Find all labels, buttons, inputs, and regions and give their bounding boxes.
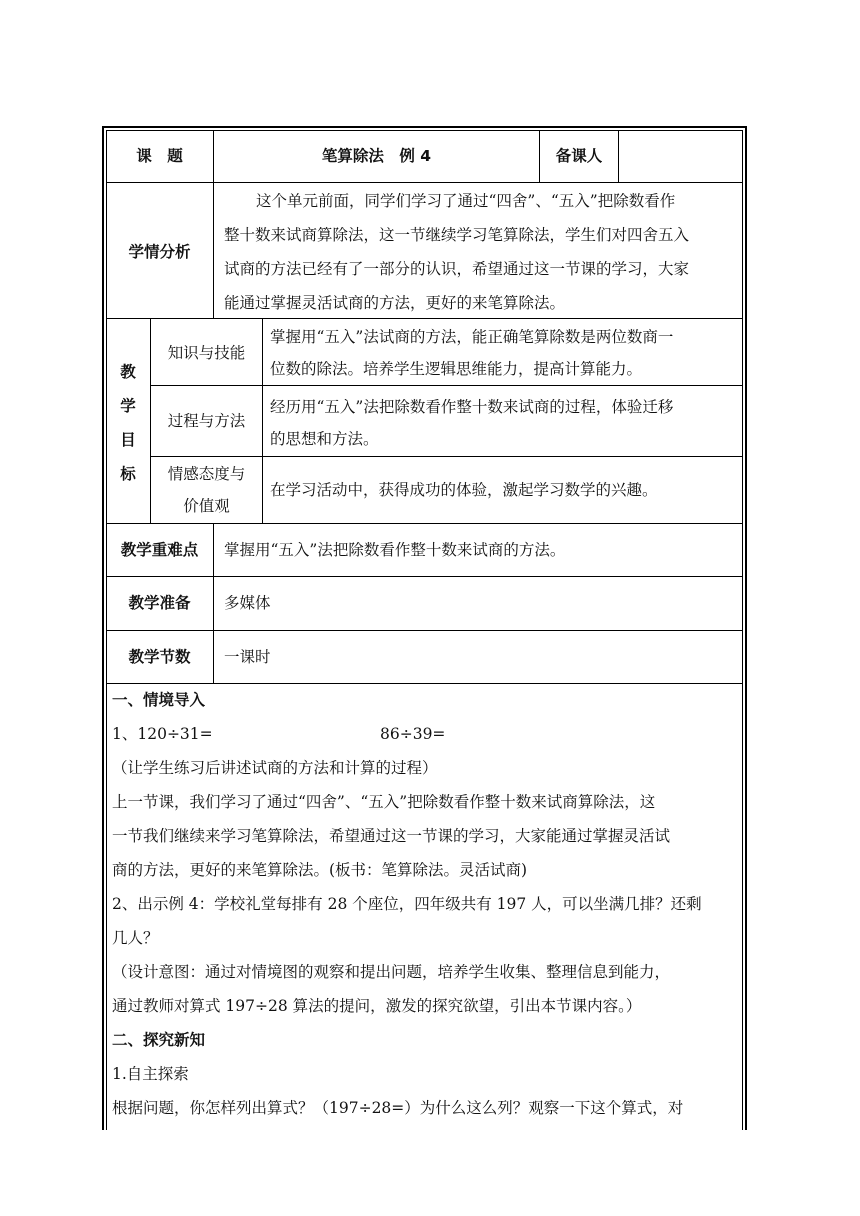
goal-text: 掌握用“五入”法试商的方法，能正确笔算除数是两位数商一 bbox=[270, 328, 674, 346]
paragraph-line: 一节我们继续来学习笔算除法，希望通过这一节课的学习，大家能通过掌握灵活试 bbox=[112, 827, 671, 845]
section-title: 一、情境导入 bbox=[112, 691, 206, 709]
exercise-note: （让学生练习后讲述试商的方法和计算的过程） bbox=[112, 759, 438, 777]
analysis-label: 学情分析 bbox=[128, 243, 191, 261]
paragraph-line: （设计意图：通过对情境图的观察和提出问题，培养学生收集、整理信息到能力， bbox=[112, 963, 671, 981]
goals-label-char: 教 bbox=[120, 363, 136, 381]
paragraph-line: 上一节课，我们学习了通过“四舍”、“五入”把除数看作整十数来试商算除法，这 bbox=[112, 793, 656, 811]
goal-label-attitude: 情感态度与 bbox=[167, 465, 246, 483]
analysis-line: 试商的方法已经有了一部分的认识，希望通过这一节课的学习，大家 bbox=[224, 260, 690, 278]
analysis-line: 整十数来试商算除法，这一节继续学习笔算除法，学生们对四舍五入 bbox=[224, 226, 690, 244]
topic-label: 课 题 bbox=[136, 147, 183, 165]
subsection-title: 1.自主探索 bbox=[112, 1065, 189, 1083]
analysis-line: 这个单元前面，同学们学习了通过“四舍”、“五入”把除数看作 bbox=[256, 192, 676, 210]
exercise-left: 1、120÷31= bbox=[112, 725, 213, 743]
paragraph-line: 2、出示例 4：学校礼堂每排有 28 个座位，四年级共有 197 人，可以坐满几排？还剩 bbox=[112, 895, 702, 913]
goal-label-attitude: 价值观 bbox=[183, 497, 230, 515]
topic-value: 笔算除法 例 4 bbox=[321, 147, 432, 165]
preparation-value: 多媒体 bbox=[224, 594, 271, 612]
key-points-label: 教学重难点 bbox=[120, 541, 199, 559]
section-title: 二、探究新知 bbox=[112, 1031, 206, 1049]
row-divider bbox=[106, 523, 743, 524]
preparer-label: 备课人 bbox=[555, 147, 603, 165]
key-points-value: 掌握用“五入”法把除数看作整十数来试商的方法。 bbox=[224, 541, 566, 559]
goal-text: 在学习活动中，获得成功的体验，激起学习数学的兴趣。 bbox=[270, 481, 658, 499]
analysis-line: 能通过掌握灵活试商的方法，更好的来笔算除法。 bbox=[224, 294, 566, 312]
goal-text: 经历用“五入”法把除数看作整十数来试商的过程，体验迁移 bbox=[270, 398, 674, 416]
periods-value: 一课时 bbox=[224, 648, 271, 666]
goal-label-process: 过程与方法 bbox=[167, 412, 246, 430]
row-divider bbox=[150, 456, 743, 457]
row-divider bbox=[106, 630, 743, 631]
paragraph-line: 商的方法，更好的来笔算除法。(板书：笔算除法。灵活试商) bbox=[112, 861, 528, 879]
col-divider bbox=[618, 130, 619, 183]
periods-label: 教学节数 bbox=[128, 648, 191, 666]
goals-label-char: 学 bbox=[120, 397, 136, 415]
paragraph-line: 通过教师对算式 197÷28 算法的提问，激发的探究欲望，引出本节课内容。） bbox=[112, 997, 642, 1015]
paragraph-line: 根据问题，你怎样列出算式？（197÷28=）为什么这么列？观察一下这个算式，对 bbox=[112, 1099, 684, 1117]
col-divider bbox=[262, 318, 263, 524]
row-divider bbox=[106, 683, 743, 684]
goal-text: 位数的除法。培养学生逻辑思维能力，提高计算能力。 bbox=[270, 360, 643, 378]
col-divider bbox=[213, 182, 214, 319]
col-divider bbox=[213, 523, 214, 684]
exercise-right: 86÷39= bbox=[380, 725, 446, 743]
goal-text: 的思想和方法。 bbox=[270, 430, 379, 448]
row-divider bbox=[150, 385, 743, 386]
goal-label-knowledge: 知识与技能 bbox=[167, 344, 246, 362]
paragraph-line: 几人？ bbox=[112, 929, 159, 947]
row-divider bbox=[106, 182, 743, 183]
goals-label-char: 标 bbox=[120, 465, 136, 483]
goals-label-char: 目 bbox=[120, 431, 136, 449]
preparation-label: 教学准备 bbox=[128, 594, 191, 612]
row-divider bbox=[106, 576, 743, 577]
